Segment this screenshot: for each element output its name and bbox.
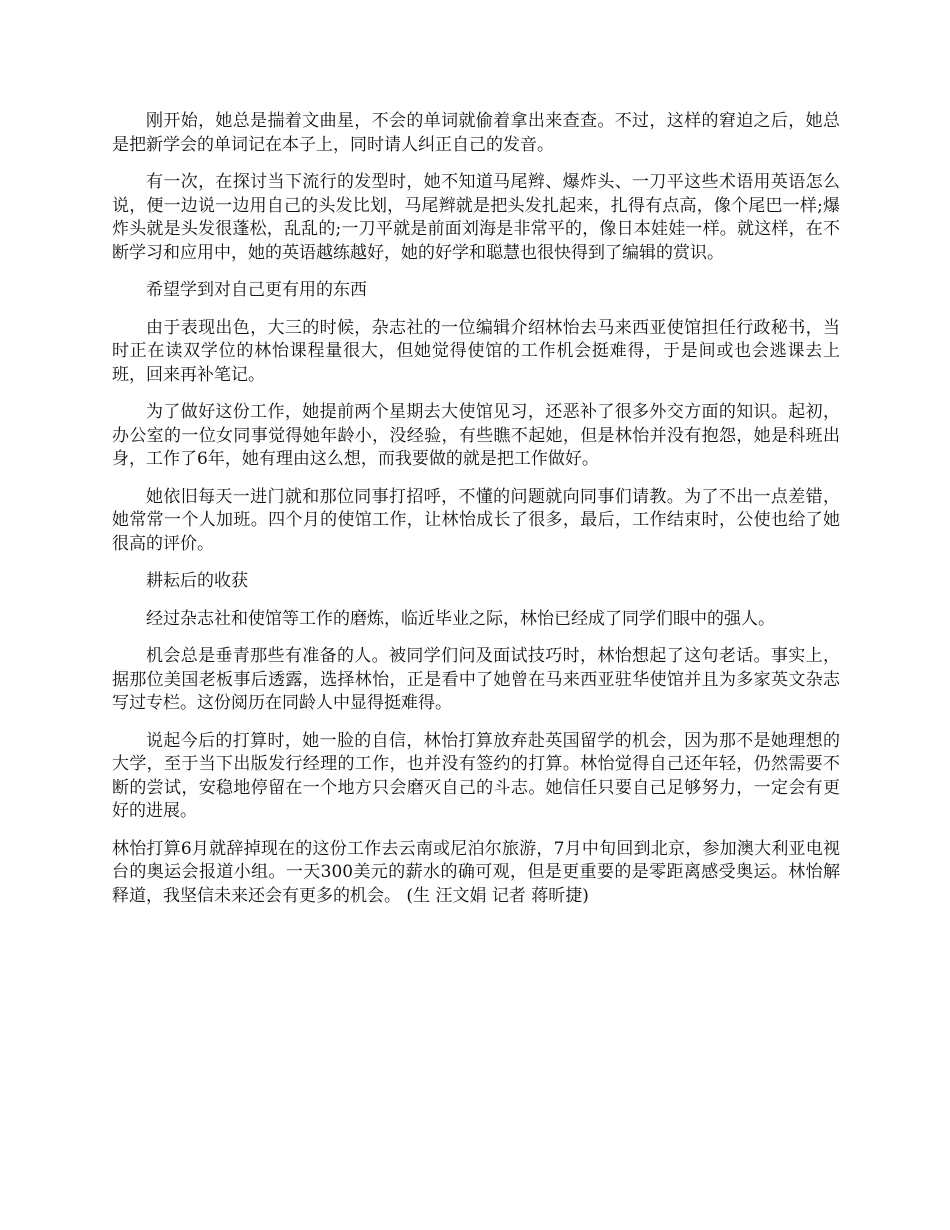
closing-paragraph: 林怡打算6月就辞掉现在的这份工作去云南或尼泊尔旅游，7月中旬回到北京，参加澳大利亚电视台的奥运会报道小组。一天300美元的薪水的确可观，但是更重要的是零距离感受奥运。林怡解释道，我坚信未来还会有更多的机会。 (生 汪文娟 记者 蒋昕捷) xyxy=(112,838,840,906)
section-heading-1: 希望学到对自己更有用的东西 xyxy=(146,280,367,300)
paragraph-5: 她依旧每天一进门就和那位同事打招呼，不懂的问题就向同事们请教。为了不出一点差错，她常常一个人加班。四个月的使馆工作，让林怡成长了很多，最后，工作结束时，公使也给了她很高的评价。 xyxy=(112,486,840,554)
paragraph-3: 由于表现出色，大三的时候，杂志社的一位编辑介绍林怡去马来西亚使馆担任行政秘书，当时正在读双学位的林怡课程量很大，但她觉得使馆的工作机会挺难得，于是间或也会逃课去上班，回来再补笔记。 xyxy=(112,317,840,385)
paragraph-2: 有一次，在探讨当下流行的发型时，她不知道马尾辫、爆炸头、一刀平这些术语用英语怎么说，便一边说一边用自己的头发比划，马尾辫就是把头发扎起来，扎得有点高，像个尾巴一样;爆炸头就是头发很蓬松，乱乱的;一刀平就是前面刘海是非常平的，像日本娃娃一样。就这样，在不断学习和应用中，她的英语越练越好，她的好学和聪慧也很快得到了编辑的赏识。 xyxy=(112,172,840,263)
document-body xyxy=(112,110,840,922)
paragraph-7: 机会总是垂青那些有准备的人。被同学们问及面试技巧时，林怡想起了这句老话。事实上，据那位美国老板事后透露，选择林怡，正是看中了她曾在马来西亚驻华使馆并且为多家英文杂志写过专栏。这份阅历在同龄人中显得挺难得。 xyxy=(112,646,840,713)
section-heading-2: 耕耘后的收获 xyxy=(146,571,248,591)
paragraph-6: 经过杂志社和使馆等工作的磨炼，临近毕业之际，林怡已经成了同学们眼中的强人。 xyxy=(146,608,775,629)
paragraph-1: 刚开始，她总是揣着文曲星，不会的单词就偷着拿出来查查。不过，这样的窘迫之后，她总是把新学会的单词记在本子上，同时请人纠正自己的发音。 xyxy=(112,111,840,155)
paragraph-4: 为了做好这份工作，她提前两个星期去大使馆见习，还恶补了很多外交方面的知识。起初，办公室的一位女同事觉得她年龄小，没经验，有些瞧不起她，但是林怡并没有抱怨，她是科班出身，工作了6年，她有理由这么想，而我要做的就是把工作做好。 xyxy=(112,402,840,469)
paragraph-8: 说起今后的打算时，她一脸的自信，林怡打算放弃赴英国留学的机会，因为那不是她理想的大学，至于当下出版发行经理的工作，也并没有签约的打算。林怡觉得自己还年轻，仍然需要不断的尝试，安稳地停留在一个地方只会磨灭自己的斗志。她信任只要自己足够努力，一定会有更好的进展。 xyxy=(112,730,840,821)
